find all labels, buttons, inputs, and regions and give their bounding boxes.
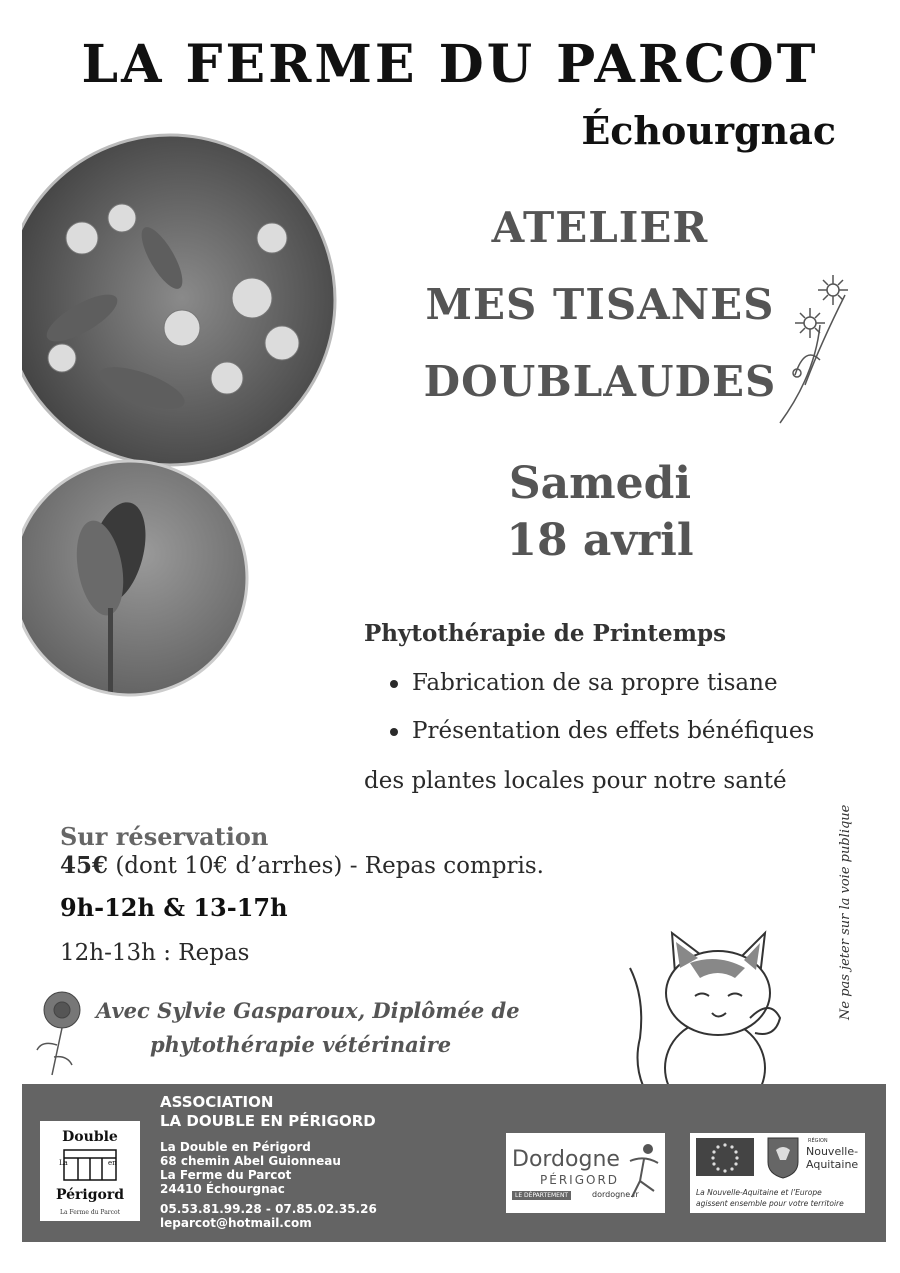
region-tagline-2: agissent ensemble pour votre territoire bbox=[696, 1199, 844, 1208]
region-name-1: Nouvelle- bbox=[806, 1145, 859, 1158]
nouvelle-aquitaine-logo bbox=[690, 1133, 865, 1213]
bullet-text: Présentation des effets bénéfiques bbox=[412, 718, 815, 744]
event-date: 18 avril bbox=[506, 515, 694, 566]
event-title-line-2: MES TISANES bbox=[425, 280, 775, 329]
speaker-line-2: phytothérapie vétérinaire bbox=[150, 1032, 452, 1057]
region-tagline-1: La Nouvelle-Aquitaine et l’Europe bbox=[696, 1188, 822, 1197]
address-line-1: La Double en Périgord bbox=[160, 1140, 311, 1154]
address-line-4: 24410 Échourgnac bbox=[160, 1182, 285, 1196]
program-subtitle: Phytothérapie de Printemps bbox=[364, 620, 727, 647]
dordogne-name: Dordogne bbox=[512, 1147, 620, 1172]
logo-bottom: Périgord bbox=[55, 1187, 125, 1203]
event-title-line-1: ATELIER bbox=[491, 203, 709, 252]
price-line bbox=[60, 852, 544, 879]
dordogne-logo bbox=[506, 1133, 665, 1213]
dordogne-figure-icon bbox=[626, 1141, 662, 1201]
marigold-icon bbox=[32, 985, 92, 1080]
photo-collage bbox=[22, 128, 342, 698]
chamomile-drawing-icon bbox=[775, 265, 865, 430]
association-name: LA DOUBLE EN PÉRIGORD bbox=[160, 1112, 376, 1130]
primrose-photo bbox=[22, 128, 342, 468]
program-continuation: des plantes locales pour notre santé bbox=[364, 768, 787, 794]
event-title-line-3: DOUBLAUDES bbox=[423, 357, 777, 406]
association-label: ASSOCIATION bbox=[160, 1093, 274, 1111]
side-note: Ne pas jeter sur la voie publique bbox=[838, 804, 853, 1020]
bullet-text: Fabrication de sa propre tisane bbox=[412, 670, 778, 696]
price: 45€ bbox=[60, 852, 109, 879]
page-title: LA FERME DU PARCOT bbox=[81, 34, 819, 95]
dordogne-tag: LE DÉPARTEMENT bbox=[512, 1191, 571, 1200]
program-bullet-1 bbox=[390, 670, 778, 696]
region-name-2: Aquitaine bbox=[806, 1158, 859, 1171]
logo-top: Double bbox=[62, 1129, 118, 1145]
logo-mid-left: La bbox=[59, 1159, 68, 1167]
event-day: Samedi bbox=[508, 458, 692, 509]
dordogne-sub: PÉRIGORD bbox=[540, 1173, 620, 1187]
price-detail: (dont 10€ d’arrhes) - Repas compris. bbox=[108, 853, 544, 879]
opening-hours: 9h-12h & 13-17h bbox=[60, 893, 288, 922]
meal-time: 12h-13h : Repas bbox=[60, 940, 250, 966]
reservation-label: Sur réservation bbox=[60, 822, 269, 851]
address-line-2: 68 chemin Abel Guionneau bbox=[160, 1154, 341, 1168]
logo-caption: La Ferme du Parcot bbox=[59, 1209, 121, 1216]
logo-mid-right: en bbox=[108, 1159, 117, 1167]
dordogne-url: dordogne.fr bbox=[592, 1190, 639, 1199]
region-small: RÉGION bbox=[808, 1138, 828, 1144]
email-address: leparcot@hotmail.com bbox=[160, 1216, 312, 1230]
double-perigord-logo bbox=[40, 1121, 140, 1221]
program-bullet-2 bbox=[390, 718, 814, 744]
region-shield-icon bbox=[766, 1136, 800, 1180]
town-name: Échourgnac bbox=[581, 108, 836, 153]
eu-flag-icon bbox=[696, 1138, 754, 1176]
speaker-line-1: Avec Sylvie Gasparoux, Diplômée de bbox=[96, 998, 520, 1023]
phone-numbers: 05.53.81.99.28 - 07.85.02.35.26 bbox=[160, 1202, 377, 1216]
address-line-3: La Ferme du Parcot bbox=[160, 1168, 292, 1182]
poppy-bud-photo bbox=[22, 458, 262, 698]
